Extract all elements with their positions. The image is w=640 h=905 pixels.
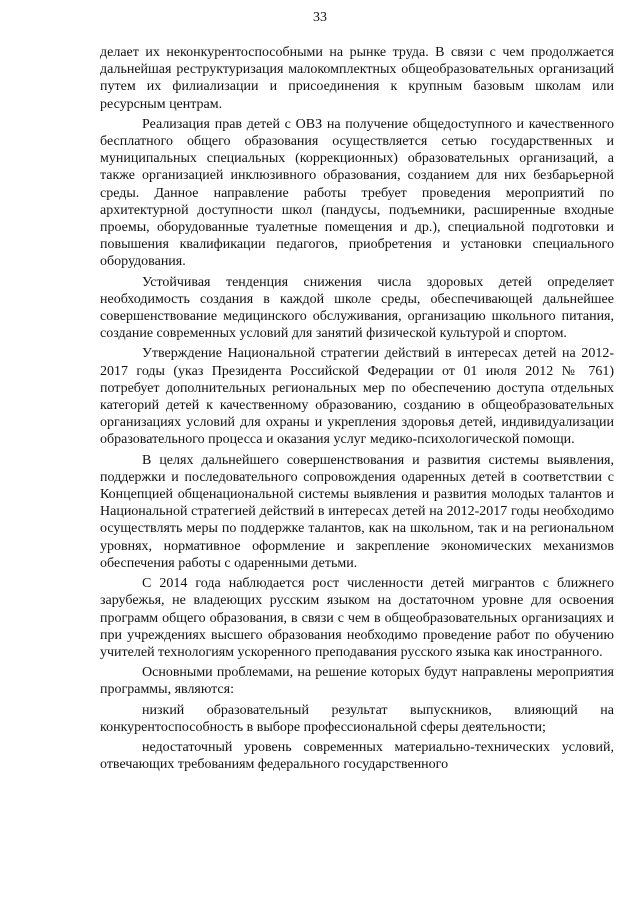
paragraph-problem-results: низкий образовательный результат выпускников, влияющий на конкурентоспособность в выборе профессиональной сферы деятельности; [100,702,614,735]
paragraph-problem-conditions: недостаточный уровень современных материально-технических условий, отвечающих требованиям федерального государственного [100,739,614,773]
paragraph-gifted-children: В целях дальнейшего совершенствования и развития системы выявления, поддержки и последовательного сопровождения одаренных детей в соответствии с Концепцией общенациональной системы выявления и развития молодых талантов и Национальной стратегией действий в интересах детей на 2012-2017 годы необходимо осуществлять меры по поддержке талантов, как на школьном, так и на региональном уровнях, нормативное оформление и закрепление экономических механизмов обеспечения работы с одаренными детьми. [100,452,614,571]
body-text [100,44,614,776]
paragraph-health-trend: Устойчивая тенденция снижения числа здоровых детей определяет необходимость создания в каждой школе среды, обеспечивающей дальнейшее совершенствование медицинского обслуживания, организацию школьного питания, создание современных условий для занятий физической культурой и спортом. [100,274,614,342]
paragraph-national-strategy: Утверждение Национальной стратегии действий в интересах детей на 2012-2017 годы (указ Президента Российской Федерации от 01 июля 2012 № 761) потребует дополнительных региональных мер по обеспечению доступа отдельных категорий детей к качественному образованию, созданию в общеобразовательных организациях условий для охраны и укрепления здоровья детей, индивидуализации образовательного процесса и оказания услуг медико-психологической помощи. [100,346,614,448]
paragraph-migrant-children: С 2014 года наблюдается рост численности детей мигрантов с ближнего зарубежья, не владеющих русским языком на достаточном уровне для освоения программ общего образования, в связи с чем в общеобразовательных организациях и при учреждениях высшего образования необходимо проведение работ по обучению учителей технологиям ускоренного преподавания русского языка как иностранного. [100,576,614,660]
paragraph-main-problems: Основными проблемами, на решение которых будут направлены мероприятия программы, являются: [100,665,614,698]
paragraph-ovz-rights: Реализация прав детей с ОВЗ на получение общедоступного и качественного бесплатного общего образования осуществляется сетью государственных и муниципальных специальных (коррекционных) образовательных организаций, а также организацией инклюзивного образования, созданием для них безбарьерной среды. Данное направление работы требует проведения мероприятий по архитектурной доступности школ (пандусы, подъемники, расширенные входные проемы, оборудованные туалетные помещения и др.), специальной подготовки и повышения квалификации педагогов, приобретения и установки специального оборудования. [100,116,614,270]
page-number: 33 [313,10,327,25]
paragraph-continuation: делает их неконкурентоспособными на рынке труда. В связи с чем продолжается дальнейшая реструктуризация малокомплектных общеобразовательных организаций путем их филиализации и присоединения к крупным базовым школам или ресурсным центрам. [100,45,614,112]
